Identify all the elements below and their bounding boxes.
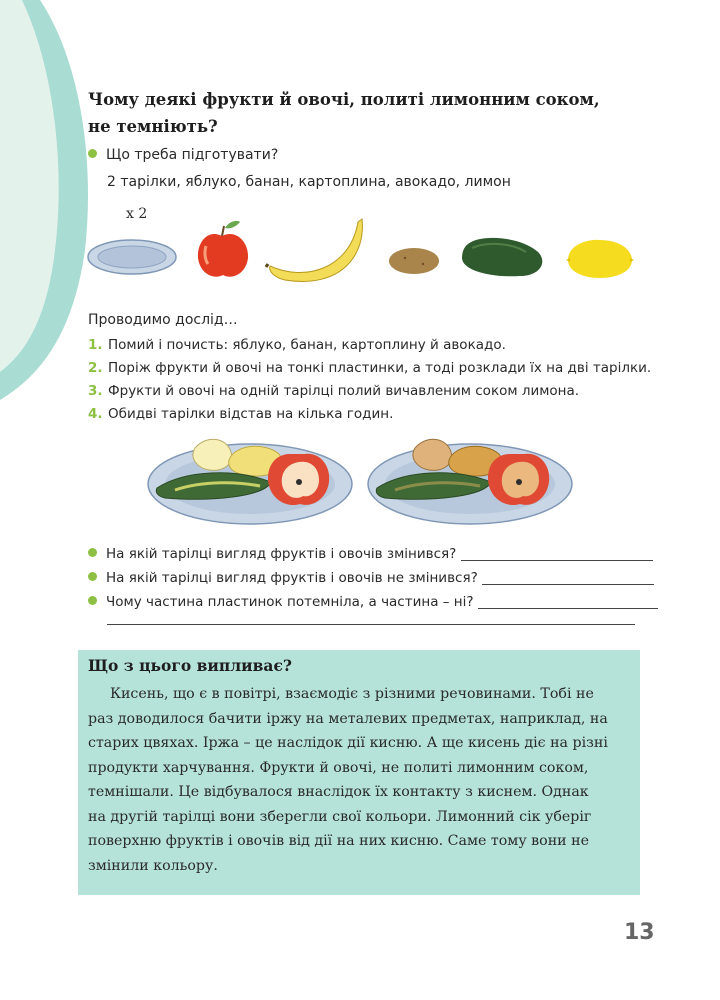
page-title [88, 86, 648, 140]
step-number: 3. [88, 383, 103, 399]
prepare-question-text: Що треба підготувати? [106, 147, 279, 163]
question-text: На якій тарілці вигляд фруктів і овочів змінився? [106, 546, 457, 562]
procedure-step [88, 380, 651, 403]
procedure-steps [88, 334, 651, 426]
step-text: Фрукти й овочі на одній тарілці полий вичавленим соком лимона. [108, 383, 580, 399]
bullet-icon [88, 548, 97, 557]
bullet-icon [88, 596, 97, 605]
question-item [88, 570, 654, 586]
title-line-2: не темніють? [88, 117, 218, 136]
potato-icon [389, 248, 439, 274]
procedure-step [88, 403, 651, 426]
step-text: Помий і почисть: яблуко, банан, картоплину й авокадо. [108, 337, 506, 353]
question-item [88, 546, 653, 562]
question-text: Чому частина пластинок потемніла, а частина – ні? [106, 594, 474, 610]
conclusion-line: раз доводилося бачити іржу на металевих предметах, наприклад, на [88, 710, 608, 727]
plates-illustration [145, 430, 585, 530]
conclusion-line: темнішали. Це відбувалося внаслідок їх контакту з киснем. Однак [88, 784, 589, 800]
banana-icon [266, 219, 362, 281]
lemon-icon [566, 240, 634, 278]
procedure-step [88, 334, 651, 357]
conclusion-line: старих цвяхах. Іржа – це наслідок дії кисню. А ще кисень діє на різні [88, 735, 608, 751]
conclusion-line: на другій тарілці вони зберегли свої кольори. Лимонний сік уберіг [88, 808, 592, 825]
materials-list: 2 тарілки, яблуко, банан, картоплина, авокадо, лимон [107, 174, 511, 190]
step-number: 1. [88, 337, 103, 353]
plate-browned [368, 439, 572, 524]
question-text: На якій тарілці вигляд фруктів і овочів не змінився? [106, 570, 478, 586]
conclusion-title: Що з цього випливає? [88, 656, 292, 675]
conclusion-line: Кисень, що є в повітрі, взаємодіє з різними речовинами. Тобі не [110, 686, 594, 702]
avocado-icon [462, 238, 542, 276]
plate-multiplier: х 2 [126, 206, 148, 222]
procedure-intro: Проводимо дослід… [88, 312, 238, 328]
answer-field-extra[interactable] [107, 624, 635, 625]
page-number: 13 [624, 920, 655, 945]
conclusion-line: змінили кольору. [88, 857, 218, 874]
question-item [88, 594, 658, 610]
answer-field[interactable] [461, 546, 653, 561]
title-line-1: Чому деякі фрукти й овочі, политі лимонним соком, [88, 90, 600, 109]
plate-icon [88, 240, 176, 274]
conclusion-box [78, 650, 640, 895]
step-text: Поріж фрукти й овочі на тонкі пластинки, а тоді розклади їх на дві тарілки. [108, 360, 652, 376]
step-number: 4. [88, 406, 103, 422]
conclusion-line: продукти харчування. Фрукти й овочі, не политі лимонним соком, [88, 759, 589, 776]
step-text: Обидві тарілки відстав на кілька годин. [108, 406, 394, 422]
answer-field[interactable] [482, 570, 654, 585]
bullet-icon [88, 572, 97, 581]
plate-fresh [148, 439, 352, 524]
procedure-step [88, 357, 651, 380]
conclusion-line: поверхню фруктів і овочів від дії на них кисню. Саме тому вони не [88, 833, 589, 849]
apple-icon [198, 221, 248, 277]
bullet-icon [88, 149, 97, 158]
prepare-question [88, 146, 278, 164]
ingredients-illustration [80, 214, 640, 284]
step-number: 2. [88, 360, 103, 376]
conclusion-text [88, 682, 636, 878]
answer-field[interactable] [478, 594, 658, 609]
